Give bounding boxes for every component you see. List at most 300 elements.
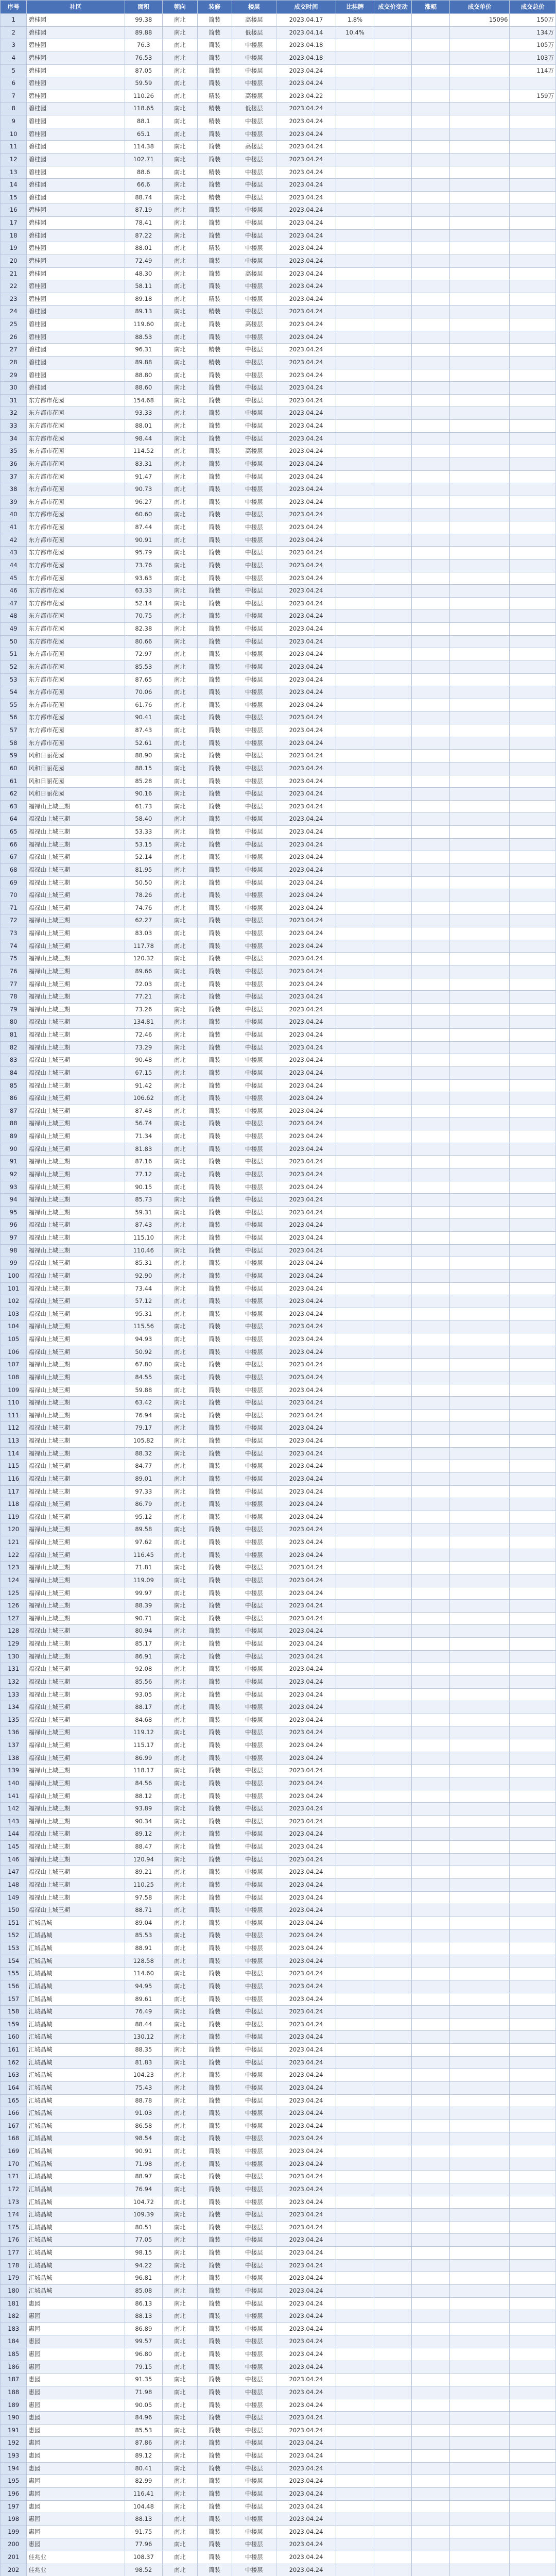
cell-area: 90.73 xyxy=(125,483,163,496)
table-row[interactable] xyxy=(1,2323,556,2335)
table-row[interactable] xyxy=(1,2361,556,2374)
table-row[interactable] xyxy=(1,902,556,914)
table-row[interactable] xyxy=(1,1511,556,1523)
table-row[interactable] xyxy=(1,1587,556,1600)
cell-index: 74 xyxy=(1,940,27,953)
table-row[interactable] xyxy=(1,2120,556,2132)
table-row[interactable] xyxy=(1,2081,556,2094)
cell-community: 碧桂园 xyxy=(27,115,125,128)
cell-floor: 中楼层 xyxy=(232,585,276,598)
table-row[interactable] xyxy=(1,1980,556,1993)
cell-orientation: 南北 xyxy=(163,1701,197,1714)
table-row[interactable] xyxy=(1,483,556,496)
table-row[interactable] xyxy=(1,2462,556,2475)
table-row[interactable] xyxy=(1,153,556,166)
table-row[interactable] xyxy=(1,1016,556,1029)
table-row[interactable] xyxy=(1,1600,556,1613)
table-row[interactable] xyxy=(1,1130,556,1143)
cell-decoration: 简装 xyxy=(197,2132,232,2145)
table-row[interactable] xyxy=(1,1397,556,1410)
table-row[interactable] xyxy=(1,306,556,318)
table-row[interactable] xyxy=(1,1232,556,1245)
table-row[interactable] xyxy=(1,1359,556,1371)
cell-vs-listing xyxy=(336,90,374,103)
table-row[interactable] xyxy=(1,2107,556,2120)
table-row[interactable] xyxy=(1,534,556,547)
table-row[interactable] xyxy=(1,1803,556,1816)
table-row[interactable] xyxy=(1,1878,556,1891)
table-row[interactable] xyxy=(1,1181,556,1194)
cell-area: 83.31 xyxy=(125,457,163,470)
table-row[interactable] xyxy=(1,1917,556,1929)
table-row[interactable] xyxy=(1,1968,556,1980)
table-row[interactable] xyxy=(1,2526,556,2538)
cell-vs-listing xyxy=(336,267,374,280)
cell-decoration: 简装 xyxy=(197,1130,232,1143)
table-row[interactable] xyxy=(1,509,556,521)
cell-date: 2023.04.24 xyxy=(276,2158,336,2171)
table-row[interactable] xyxy=(1,318,556,331)
table-row[interactable] xyxy=(1,445,556,458)
cell-index: 82 xyxy=(1,1041,27,1054)
cell-change-pct xyxy=(412,1803,450,1816)
table-row[interactable] xyxy=(1,851,556,864)
table-row[interactable] xyxy=(1,724,556,737)
table-row[interactable] xyxy=(1,1891,556,1904)
table-row[interactable] xyxy=(1,90,556,103)
cell-orientation: 南北 xyxy=(163,1803,197,1816)
table-row[interactable] xyxy=(1,1701,556,1714)
table-row[interactable] xyxy=(1,1828,556,1841)
cell-index: 172 xyxy=(1,2183,27,2196)
table-row[interactable] xyxy=(1,496,556,509)
col-header-change-pct[interactable]: 涨幅 xyxy=(412,1,450,14)
cell-change-pct xyxy=(412,737,450,750)
table-row[interactable] xyxy=(1,128,556,141)
table-row[interactable] xyxy=(1,179,556,192)
table-row[interactable] xyxy=(1,394,556,407)
table-row[interactable] xyxy=(1,2335,556,2348)
table-row[interactable] xyxy=(1,103,556,115)
table-row[interactable] xyxy=(1,1460,556,1473)
table-row[interactable] xyxy=(1,1777,556,1790)
table-row[interactable] xyxy=(1,1105,556,1117)
table-row[interactable] xyxy=(1,788,556,801)
table-row[interactable] xyxy=(1,635,556,648)
table-row[interactable] xyxy=(1,1308,556,1320)
table-row[interactable] xyxy=(1,1485,556,1498)
table-row[interactable] xyxy=(1,1472,556,1485)
table-row[interactable] xyxy=(1,2183,556,2196)
table-row[interactable] xyxy=(1,242,556,255)
table-row[interactable] xyxy=(1,26,556,39)
table-row[interactable] xyxy=(1,547,556,560)
col-header-decoration[interactable]: 装修 xyxy=(197,1,232,14)
table-row[interactable] xyxy=(1,991,556,1004)
table-row[interactable] xyxy=(1,889,556,902)
cell-vs-listing xyxy=(336,610,374,623)
table-row[interactable] xyxy=(1,1003,556,1016)
table-row[interactable] xyxy=(1,1752,556,1765)
table-row[interactable] xyxy=(1,1320,556,1333)
table-row[interactable] xyxy=(1,1244,556,1257)
table-row[interactable] xyxy=(1,1853,556,1866)
cell-change-pct xyxy=(412,1181,450,1194)
table-row[interactable] xyxy=(1,597,556,610)
table-row[interactable] xyxy=(1,2487,556,2500)
table-row[interactable] xyxy=(1,623,556,636)
table-row[interactable] xyxy=(1,876,556,889)
table-row[interactable] xyxy=(1,1447,556,1460)
table-row[interactable] xyxy=(1,2221,556,2234)
table-row[interactable] xyxy=(1,2196,556,2209)
table-row[interactable] xyxy=(1,1955,556,1968)
cell-vs-listing xyxy=(336,2323,374,2335)
table-row[interactable] xyxy=(1,610,556,623)
table-row[interactable] xyxy=(1,1143,556,1156)
table-row[interactable] xyxy=(1,1219,556,1232)
table-row[interactable] xyxy=(1,2094,556,2107)
table-row[interactable] xyxy=(1,2259,556,2272)
cell-unit-price xyxy=(449,2259,509,2272)
table-row[interactable] xyxy=(1,1409,556,1422)
table-row[interactable] xyxy=(1,711,556,724)
cell-change-pct xyxy=(412,1841,450,1854)
table-row[interactable] xyxy=(1,2437,556,2450)
cell-floor: 中楼层 xyxy=(232,1117,276,1130)
table-row[interactable] xyxy=(1,255,556,267)
col-header-unit-price[interactable]: 成交单价 xyxy=(449,1,509,14)
table-row[interactable] xyxy=(1,1523,556,1536)
col-header-price-change[interactable]: 成交价变动 xyxy=(374,1,412,14)
cell-date: 2023.04.24 xyxy=(276,1092,336,1105)
table-row[interactable] xyxy=(1,775,556,788)
table-row[interactable] xyxy=(1,1663,556,1676)
cell-vs-listing xyxy=(336,940,374,953)
table-row[interactable] xyxy=(1,2171,556,2183)
table-row[interactable] xyxy=(1,2272,556,2285)
table-row[interactable] xyxy=(1,191,556,204)
table-row[interactable] xyxy=(1,2374,556,2386)
table-row[interactable] xyxy=(1,432,556,445)
table-row[interactable] xyxy=(1,2145,556,2158)
table-row[interactable] xyxy=(1,1117,556,1130)
table-row[interactable] xyxy=(1,1498,556,1511)
table-row[interactable] xyxy=(1,1650,556,1663)
cell-index: 71 xyxy=(1,902,27,914)
table-row[interactable] xyxy=(1,2348,556,2361)
table-row[interactable] xyxy=(1,1765,556,1777)
cell-area: 77.05 xyxy=(125,2234,163,2247)
table-row[interactable] xyxy=(1,1675,556,1688)
cell-floor: 中楼层 xyxy=(232,1866,276,1879)
cell-date: 2023.04.24 xyxy=(276,547,336,560)
table-row[interactable] xyxy=(1,2158,556,2171)
table-row[interactable] xyxy=(1,1092,556,1105)
table-row[interactable] xyxy=(1,2310,556,2323)
table-row[interactable] xyxy=(1,1194,556,1207)
table-row[interactable] xyxy=(1,1790,556,1803)
cell-price-change xyxy=(374,1105,412,1117)
col-header-vs-listing[interactable]: 比挂牌 xyxy=(336,1,374,14)
cell-vs-listing xyxy=(336,2094,374,2107)
cell-vs-listing xyxy=(336,2475,374,2488)
table-row[interactable] xyxy=(1,356,556,369)
table-row[interactable] xyxy=(1,1942,556,1955)
cell-total-price xyxy=(510,902,556,914)
table-row[interactable] xyxy=(1,1815,556,1828)
table-row[interactable] xyxy=(1,382,556,395)
cell-area: 85.73 xyxy=(125,1194,163,1207)
table-row[interactable] xyxy=(1,1562,556,1574)
table-row[interactable] xyxy=(1,420,556,433)
table-row[interactable] xyxy=(1,1625,556,1638)
cell-unit-price xyxy=(449,2272,509,2285)
cell-index: 169 xyxy=(1,2145,27,2158)
table-row[interactable] xyxy=(1,813,556,826)
table-row[interactable] xyxy=(1,1714,556,1726)
table-row[interactable] xyxy=(1,521,556,534)
cell-date: 2023.04.24 xyxy=(276,2221,336,2234)
table-row[interactable] xyxy=(1,762,556,775)
cell-area: 75.43 xyxy=(125,2081,163,2094)
cell-area: 59.88 xyxy=(125,1384,163,1397)
table-row[interactable] xyxy=(1,2412,556,2425)
cell-change-pct xyxy=(412,1003,450,1016)
table-row[interactable] xyxy=(1,217,556,230)
table-row[interactable] xyxy=(1,2399,556,2412)
table-row[interactable] xyxy=(1,2284,556,2297)
table-row[interactable] xyxy=(1,1282,556,1295)
table-row[interactable] xyxy=(1,369,556,382)
cell-vs-listing xyxy=(336,1600,374,1613)
table-row[interactable] xyxy=(1,750,556,762)
cell-floor: 中楼层 xyxy=(232,1066,276,1079)
cell-total-price xyxy=(510,1206,556,1219)
cell-orientation: 南北 xyxy=(163,217,197,230)
cell-total-price xyxy=(510,1853,556,1866)
cell-index: 146 xyxy=(1,1853,27,1866)
cell-floor: 中楼层 xyxy=(232,775,276,788)
cell-area: 88.35 xyxy=(125,2044,163,2057)
cell-area: 87.22 xyxy=(125,229,163,242)
cell-price-change xyxy=(374,26,412,39)
table-row[interactable] xyxy=(1,280,556,293)
col-header-area[interactable]: 面积 xyxy=(125,1,163,14)
cell-total-price xyxy=(510,2335,556,2348)
table-row[interactable] xyxy=(1,2513,556,2526)
table-row[interactable] xyxy=(1,2132,556,2145)
table-row[interactable] xyxy=(1,2209,556,2222)
table-row[interactable] xyxy=(1,1688,556,1701)
table-row[interactable] xyxy=(1,1638,556,1651)
table-row[interactable] xyxy=(1,572,556,585)
table-row[interactable] xyxy=(1,1435,556,1448)
table-row[interactable] xyxy=(1,699,556,711)
table-row[interactable] xyxy=(1,2564,556,2576)
table-row[interactable] xyxy=(1,660,556,673)
table-row[interactable] xyxy=(1,585,556,598)
table-row[interactable] xyxy=(1,470,556,483)
cell-vs-listing xyxy=(336,762,374,775)
table-row[interactable] xyxy=(1,115,556,128)
table-row[interactable] xyxy=(1,1295,556,1308)
cell-unit-price xyxy=(449,1688,509,1701)
table-row[interactable] xyxy=(1,267,556,280)
cell-area: 88.01 xyxy=(125,420,163,433)
cell-orientation: 南北 xyxy=(163,1359,197,1371)
table-row[interactable] xyxy=(1,457,556,470)
cell-date: 2023.04.24 xyxy=(276,306,336,318)
table-row[interactable] xyxy=(1,1739,556,1752)
cell-date: 2023.04.24 xyxy=(276,1587,336,1600)
table-row[interactable] xyxy=(1,293,556,306)
cell-total-price xyxy=(510,1041,556,1054)
table-row[interactable] xyxy=(1,1384,556,1397)
table-row[interactable] xyxy=(1,2424,556,2437)
table-row[interactable] xyxy=(1,1156,556,1168)
table-row[interactable] xyxy=(1,648,556,661)
cell-orientation: 南北 xyxy=(163,470,197,483)
cell-floor: 中楼层 xyxy=(232,940,276,953)
table-row[interactable] xyxy=(1,166,556,179)
cell-date: 2023.04.24 xyxy=(276,1675,336,1688)
table-row[interactable] xyxy=(1,2450,556,2463)
cell-community: 东方都市花园 xyxy=(27,534,125,547)
cell-total-price xyxy=(510,356,556,369)
cell-index: 183 xyxy=(1,2323,27,2335)
table-row[interactable] xyxy=(1,2044,556,2057)
table-row[interactable] xyxy=(1,800,556,813)
table-row[interactable] xyxy=(1,927,556,940)
cell-price-change xyxy=(374,509,412,521)
cell-total-price xyxy=(510,635,556,648)
table-row[interactable] xyxy=(1,1904,556,1917)
table-row[interactable] xyxy=(1,2297,556,2310)
cell-floor: 中楼层 xyxy=(232,217,276,230)
table-row[interactable] xyxy=(1,2234,556,2247)
table-row[interactable] xyxy=(1,2018,556,2031)
table-row[interactable] xyxy=(1,141,556,154)
cell-community: 碧桂园 xyxy=(27,229,125,242)
cell-decoration: 简装 xyxy=(197,2094,232,2107)
table-row[interactable] xyxy=(1,965,556,978)
table-row[interactable] xyxy=(1,826,556,839)
table-row[interactable] xyxy=(1,1041,556,1054)
table-row[interactable] xyxy=(1,863,556,876)
col-header-index[interactable]: 序号 xyxy=(1,1,27,14)
col-header-orientation[interactable]: 朝向 xyxy=(163,1,197,14)
table-row[interactable] xyxy=(1,2006,556,2019)
col-header-floor[interactable]: 楼层 xyxy=(232,1,276,14)
cell-change-pct xyxy=(412,1790,450,1803)
cell-change-pct xyxy=(412,1143,450,1156)
table-row[interactable] xyxy=(1,344,556,357)
cell-decoration: 简装 xyxy=(197,1878,232,1891)
table-row[interactable] xyxy=(1,1066,556,1079)
table-row[interactable] xyxy=(1,1536,556,1549)
table-row[interactable] xyxy=(1,1333,556,1346)
table-row[interactable] xyxy=(1,559,556,572)
table-row[interactable] xyxy=(1,2500,556,2513)
table-row[interactable] xyxy=(1,64,556,77)
cell-vs-listing xyxy=(336,2234,374,2247)
cell-orientation: 南北 xyxy=(163,1435,197,1448)
table-row[interactable] xyxy=(1,1029,556,1042)
table-row[interactable] xyxy=(1,1841,556,1854)
table-row[interactable] xyxy=(1,1079,556,1092)
cell-total-price xyxy=(510,2006,556,2019)
table-row[interactable] xyxy=(1,1422,556,1435)
cell-area: 87.44 xyxy=(125,521,163,534)
table-row[interactable] xyxy=(1,1866,556,1879)
table-row[interactable] xyxy=(1,77,556,90)
table-row[interactable] xyxy=(1,686,556,699)
table-row[interactable] xyxy=(1,2475,556,2488)
cell-community: 风和日丽花园 xyxy=(27,775,125,788)
table-row[interactable] xyxy=(1,1993,556,2006)
table-row[interactable] xyxy=(1,953,556,965)
table-row[interactable] xyxy=(1,1726,556,1739)
table-row[interactable] xyxy=(1,331,556,344)
table-row[interactable] xyxy=(1,14,556,27)
table-row[interactable] xyxy=(1,52,556,64)
table-row[interactable] xyxy=(1,229,556,242)
table-row[interactable] xyxy=(1,2538,556,2551)
table-row[interactable] xyxy=(1,940,556,953)
table-row[interactable] xyxy=(1,1549,556,1562)
cell-area: 97.33 xyxy=(125,1485,163,1498)
col-header-total-price[interactable]: 成交总价 xyxy=(510,1,556,14)
table-row[interactable] xyxy=(1,1371,556,1384)
table-row[interactable] xyxy=(1,1612,556,1625)
cell-date: 2023.04.24 xyxy=(276,166,336,179)
table-row[interactable] xyxy=(1,1929,556,1942)
table-row[interactable] xyxy=(1,2069,556,2082)
table-row[interactable] xyxy=(1,1269,556,1282)
cell-orientation: 南北 xyxy=(163,788,197,801)
table-row[interactable] xyxy=(1,204,556,217)
cell-community: 福禄山上城三期 xyxy=(27,1498,125,1511)
table-row[interactable] xyxy=(1,2551,556,2564)
table-row[interactable] xyxy=(1,2031,556,2044)
table-row[interactable] xyxy=(1,1168,556,1181)
table-row[interactable] xyxy=(1,914,556,927)
cell-orientation: 南北 xyxy=(163,1320,197,1333)
col-header-community[interactable]: 社区 xyxy=(27,1,125,14)
cell-area: 88.6 xyxy=(125,166,163,179)
table-row[interactable] xyxy=(1,1054,556,1067)
table-row[interactable] xyxy=(1,1257,556,1270)
table-row[interactable] xyxy=(1,1206,556,1219)
table-row[interactable] xyxy=(1,39,556,52)
cell-floor: 中楼层 xyxy=(232,1942,276,1955)
cell-price-change xyxy=(374,1853,412,1866)
table-row[interactable] xyxy=(1,1574,556,1587)
table-row[interactable] xyxy=(1,1346,556,1359)
table-row[interactable] xyxy=(1,978,556,991)
table-row[interactable] xyxy=(1,737,556,750)
col-header-date[interactable]: 成交时间 xyxy=(276,1,336,14)
table-row[interactable] xyxy=(1,407,556,420)
table-row[interactable] xyxy=(1,2247,556,2260)
cell-price-change xyxy=(374,597,412,610)
table-row[interactable] xyxy=(1,2386,556,2399)
table-row[interactable] xyxy=(1,673,556,686)
table-row[interactable] xyxy=(1,838,556,851)
table-row[interactable] xyxy=(1,2056,556,2069)
cell-vs-listing xyxy=(336,1523,374,1536)
